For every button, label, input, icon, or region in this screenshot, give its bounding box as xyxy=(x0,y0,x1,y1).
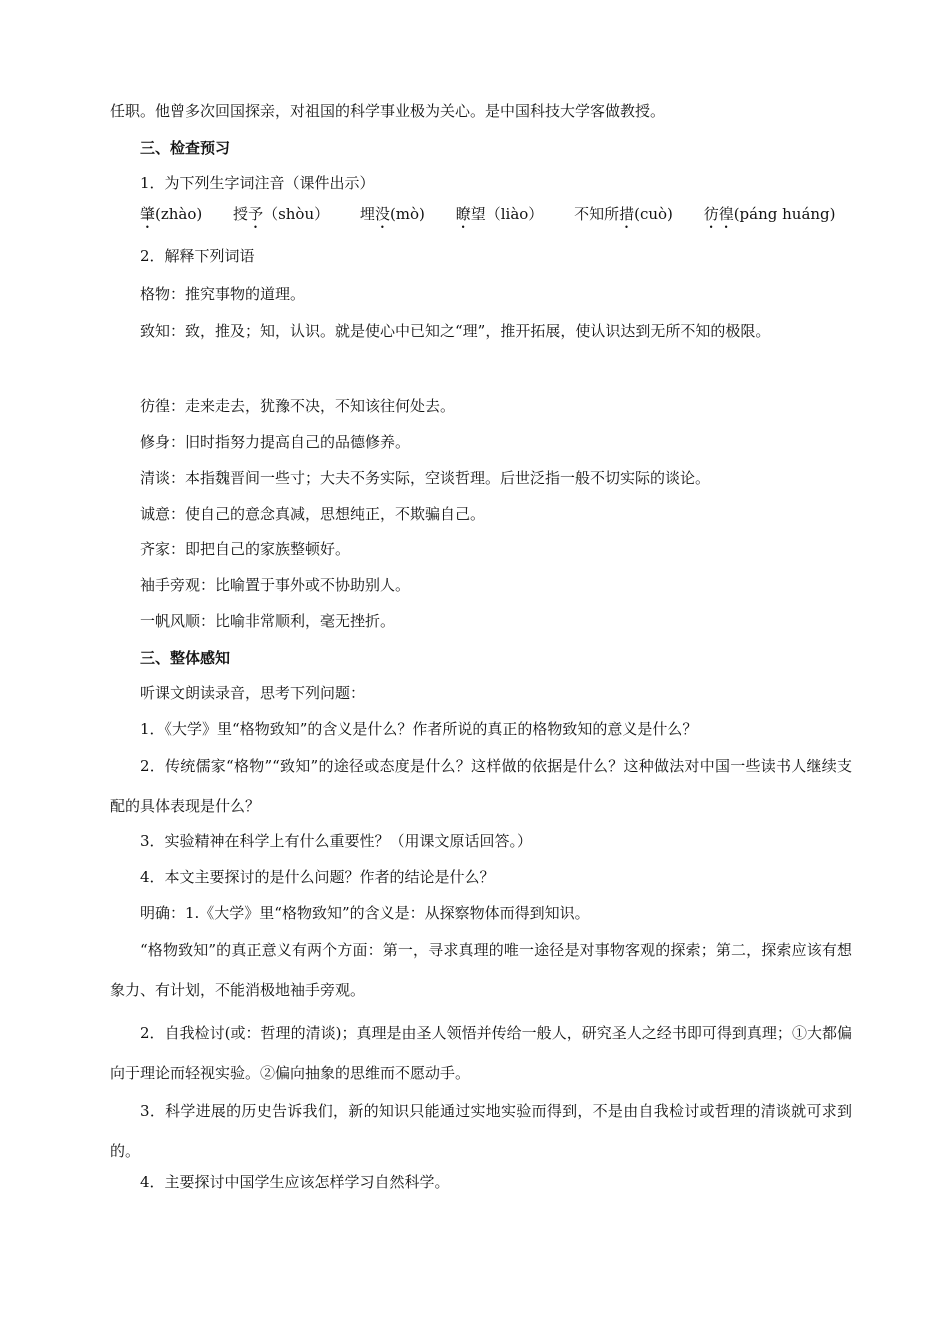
definition-line: 彷徨：走来走去，犹豫不决，不知该往何处去。 xyxy=(140,397,456,415)
answer-paragraph: 3．科学进展的历史告诉我们，新的知识只能通过实地实验而得到，不是由自我检讨或哲理的清谈就可求到的。 xyxy=(110,1102,852,1160)
vocab-item: 肇(zhào) xyxy=(140,205,203,223)
text-line: 任职。他曾多次回国探亲，对祖国的科学事业极为关心。是中国科技大学客做教授。 xyxy=(110,102,666,120)
question-paragraph: 2．传统儒家“格物”“致知”的途径或态度是什么？这样做的依据是什么？这种做法对中国一些读书人继续支配的具体表现是什么？ xyxy=(110,757,852,815)
answer-line: 4．主要探讨中国学生应该怎样学习自然科学。 xyxy=(140,1173,450,1191)
section-heading: 三、整体感知 xyxy=(140,649,231,667)
definition-line: 一帆风顺：比喻非常顺利，毫无挫折。 xyxy=(140,612,396,630)
definition-line: 修身：旧时指努力提高自己的品德修养。 xyxy=(140,433,411,451)
vocab-item: 授予（shòu） xyxy=(233,205,330,223)
question-line: 2．解释下列词语 xyxy=(140,247,255,265)
question-line: 1．为下列生字词注音（课件出示） xyxy=(140,174,375,192)
answer-paragraph: 2．自我检讨(或：哲理的清谈)；真理是由圣人领悟并传给一般人，研究圣人之经书即可得到真理；①大都偏向于理论而轻视实验。②偏向抽象的思维而不愿动手。 xyxy=(110,1024,852,1082)
definition-line: 格物：推究事物的道理。 xyxy=(140,285,306,303)
answer-paragraph: “格物致知”的真正意义有两个方面：第一，寻求真理的唯一途径是对事物客观的探索；第二，探索应该有想象力、有计划，不能消极地袖手旁观。 xyxy=(110,941,852,999)
question-line: 4．本文主要探讨的是什么问题？作者的结论是什么？ xyxy=(140,868,495,886)
text-line: 听课文朗读录音，思考下列问题： xyxy=(140,684,366,702)
vocab-item: 埋没(mò) xyxy=(359,205,425,223)
definition-line: 齐家：即把自己的家族整顿好。 xyxy=(140,540,351,558)
vocab-item: 彷徨(páng huáng) xyxy=(703,205,836,223)
vocab-item: 不知所措(cuò) xyxy=(574,205,673,223)
vocab-item: 瞭望（liào） xyxy=(455,205,544,223)
vocabulary-list xyxy=(140,202,836,232)
question-line: 1．《大学》里“格物致知”的含义是什么？作者所说的真正的格物致知的意义是什么？ xyxy=(140,720,698,738)
definition-line: 袖手旁观：比喻置于事外或不协助别人。 xyxy=(140,576,411,594)
definition-line: 清谈：本指魏晋间一些寸；大夫不务实际，空谈哲理。后世泛指一般不切实际的谈论。 xyxy=(140,469,711,487)
question-line: 3．实验精神在科学上有什么重要性？（用课文原话回答。） xyxy=(140,832,533,850)
definition-paragraph: 致知：致，推及；知，认识。就是使心中已知之“理”，推开拓展，使认识达到无所不知的极限。 xyxy=(140,322,771,340)
answer-line: 明确：1.《大学》里“格物致知”的含义是：从探察物体而得到知识。 xyxy=(140,904,590,922)
section-heading: 三、检查预习 xyxy=(140,139,231,157)
definition-line: 诚意：使自己的意念真减，思想纯正，不欺骗自己。 xyxy=(140,505,486,523)
